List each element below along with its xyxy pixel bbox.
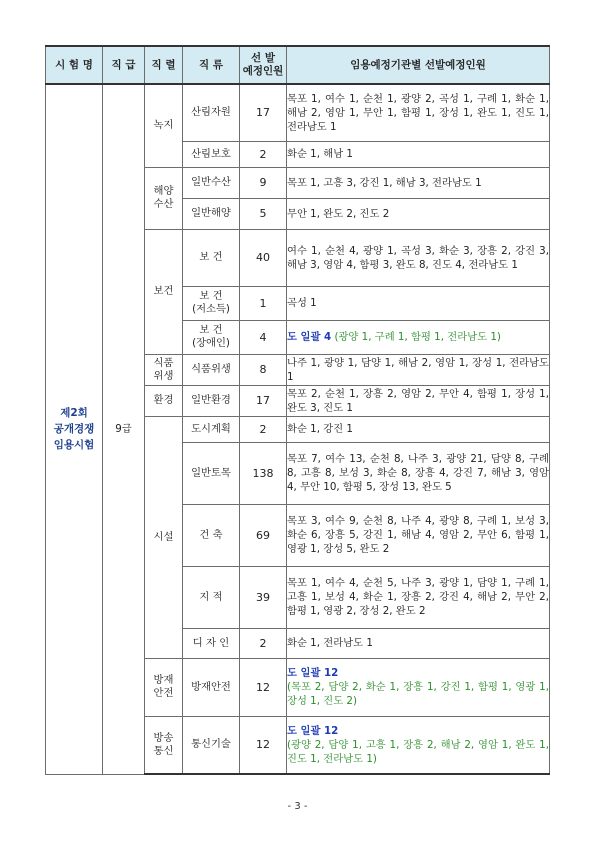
series-broadcast — [145, 716, 183, 774]
category-cell: 디 자 인 — [183, 628, 240, 658]
category-cell — [183, 320, 240, 354]
count-cell: 8 — [240, 354, 287, 385]
series-marine-line2: 수산 — [153, 198, 174, 210]
count-cell: 39 — [240, 566, 287, 628]
series-broadcast-line1: 방송 — [153, 731, 174, 744]
series-disaster-line2: 안전 — [153, 687, 174, 699]
detail-cell: 목포 2, 순천 1, 장흥 2, 영암 2, 무안 4, 함평 1, 장성 1, 완도 3, 진도 1 — [287, 385, 550, 416]
count-cell: 1 — [240, 286, 287, 320]
series-disaster — [145, 658, 183, 716]
detail-lead: 도 일괄 4 — [287, 331, 332, 343]
detail-cell: 목포 1, 여수 4, 순천 5, 나주 3, 광양 1, 담양 1, 구례 1, 고흥 1, 보성 4, 화순 1, 장흥 2, 강진 4, 해남 2, 무안 2, 함평 1, 영광 2, 장성 2, 완도 2 — [287, 566, 550, 628]
detail-cell: 나주 1, 광양 1, 담양 1, 해남 2, 영암 1, 장성 1, 전라남도 1 — [287, 354, 550, 385]
count-cell: 17 — [240, 84, 287, 141]
detail-cell: 곡성 1 — [287, 286, 550, 320]
category-label: 보 건 — [199, 324, 223, 336]
detail-note: (광양 1, 구례 1, 함평 1, 전라남도 1) — [331, 331, 501, 343]
header-count-bottom: 예정인원 — [242, 65, 284, 77]
detail-note: (목포 2, 담양 2, 화순 1, 장흥 1, 강진 1, 함평 1, 영광 1, 장성 1, 진도 2) — [287, 681, 549, 707]
category-cell: 통신기술 — [183, 716, 240, 774]
header-detail: 임용예정기관별 선발예정인원 — [287, 46, 550, 84]
exam-name-line1: 제2회 — [60, 407, 88, 420]
header-count-top: 선 발 — [251, 52, 275, 64]
category-cell: 일반수산 — [183, 167, 240, 198]
detail-lead: 도 일괄 12 — [287, 724, 339, 737]
header-category: 직 류 — [183, 46, 240, 84]
count-cell: 5 — [240, 198, 287, 229]
table-header-row — [46, 46, 550, 84]
count-cell: 12 — [240, 658, 287, 716]
category-cell: 식품위생 — [183, 354, 240, 385]
header-series: 직 렬 — [145, 46, 183, 84]
count-cell: 9 — [240, 167, 287, 198]
count-cell: 138 — [240, 442, 287, 504]
detail-cell: 목포 1, 여수 1, 순천 1, 광양 2, 곡성 1, 구례 1, 화순 1, 해남 2, 영암 1, 무안 1, 함평 1, 장성 1, 완도 1, 진도 1, 전라남도 1 — [287, 84, 550, 141]
table-row — [46, 84, 550, 141]
count-cell: 17 — [240, 385, 287, 416]
header-grade: 직 급 — [103, 46, 145, 84]
category-cell: 도시계획 — [183, 416, 240, 442]
detail-cell: 목포 1, 고흥 3, 강진 1, 해남 3, 전라남도 1 — [287, 167, 550, 198]
count-cell: 4 — [240, 320, 287, 354]
category-label: 보 건 — [199, 290, 223, 302]
category-cell: 지 적 — [183, 566, 240, 628]
category-cell: 일반해양 — [183, 198, 240, 229]
series-env: 환경 — [145, 385, 183, 416]
category-cell: 일반토목 — [183, 442, 240, 504]
detail-cell: 목포 7, 여수 13, 순천 8, 나주 3, 광양 21, 담양 8, 구례 8, 고흥 8, 보성 3, 화순 8, 장흥 4, 강진 7, 해남 3, 영암 4, 무안 10, 함평 5, 장성 13, 완도 5 — [287, 442, 550, 504]
count-cell: 2 — [240, 628, 287, 658]
series-broadcast-line2: 통신 — [153, 744, 174, 757]
category-cell: 보 건 — [183, 229, 240, 286]
series-facility: 시설 — [145, 416, 183, 658]
page-number: - 3 - — [287, 801, 308, 812]
category-cell: 방재안전 — [183, 658, 240, 716]
series-food-line2: 위생 — [153, 369, 174, 382]
detail-cell: 화순 1, 전라남도 1 — [287, 628, 550, 658]
header-exam: 시 험 명 — [46, 46, 103, 84]
detail-cell: 무안 1, 완도 2, 진도 2 — [287, 198, 550, 229]
series-marine-line1: 해양 — [153, 185, 174, 197]
category-cell: 산림자원 — [183, 84, 240, 141]
series-disaster-line1: 방재 — [153, 674, 174, 686]
count-cell: 40 — [240, 229, 287, 286]
detail-cell: 화순 1, 해남 1 — [287, 141, 550, 167]
detail-cell — [287, 716, 550, 774]
category-sub-label: (저소득) — [192, 303, 230, 315]
count-cell: 2 — [240, 416, 287, 442]
count-cell: 69 — [240, 504, 287, 566]
detail-lead: 도 일괄 12 — [287, 667, 339, 679]
exam-name-line2: 공개경쟁 — [53, 423, 95, 436]
series-health: 보건 — [145, 229, 183, 354]
series-marine — [145, 167, 183, 229]
series-food — [145, 354, 183, 385]
detail-note: (광양 2, 담양 1, 고흥 1, 장흥 2, 해남 2, 영암 1, 완도 1, 진도 1, 전라남도 1) — [287, 738, 549, 765]
grade-cell: 9급 — [103, 84, 145, 774]
detail-cell: 여수 1, 순천 4, 광양 1, 곡성 3, 화순 3, 장흥 2, 강진 3, 해남 3, 영암 4, 함평 3, 완도 8, 진도 4, 전라남도 1 — [287, 229, 550, 286]
series-forestry: 녹지 — [145, 84, 183, 167]
category-sub-label: (장애인) — [192, 337, 230, 349]
category-cell — [183, 286, 240, 320]
exam-name-line3: 임용시험 — [53, 439, 95, 452]
category-cell: 건 축 — [183, 504, 240, 566]
series-food-line1: 식품 — [153, 356, 174, 369]
detail-cell — [287, 320, 550, 354]
detail-cell: 화순 1, 강진 1 — [287, 416, 550, 442]
recruitment-table — [45, 45, 550, 775]
header-count — [240, 46, 287, 84]
count-cell: 2 — [240, 141, 287, 167]
count-cell: 12 — [240, 716, 287, 774]
exam-name-cell — [46, 84, 103, 774]
category-cell: 산림보호 — [183, 141, 240, 167]
detail-cell — [287, 658, 550, 716]
category-cell: 일반환경 — [183, 385, 240, 416]
detail-cell: 목포 3, 여수 9, 순천 8, 나주 4, 광양 8, 구례 1, 보성 3, 화순 6, 장흥 5, 강진 1, 해남 4, 영암 2, 무안 6, 함평 1, 영광 1, 장성 5, 완도 2 — [287, 504, 550, 566]
